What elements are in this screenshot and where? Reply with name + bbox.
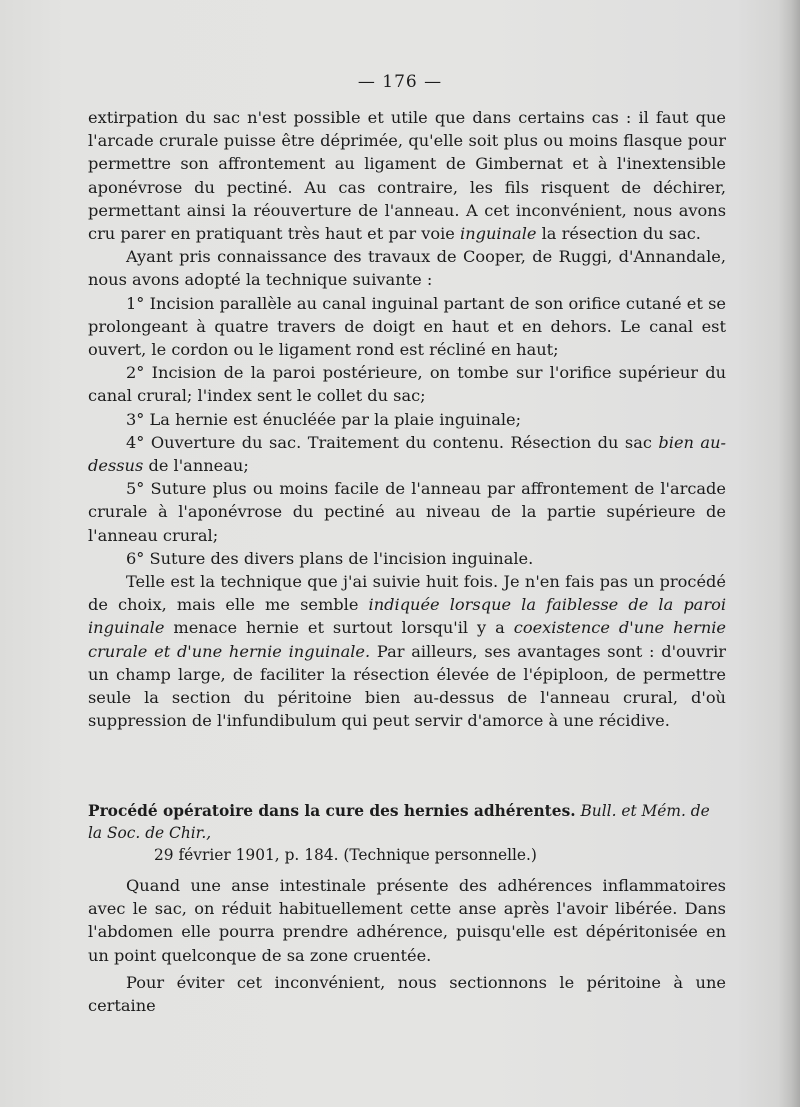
body-text-section-2	[88, 874, 726, 1017]
paragraph-prevention: Pour éviter cet inconvénient, nous sectionnons le péritoine à une certaine	[88, 972, 726, 1016]
step-6: 6° Suture des divers plans de l'incision inguinale.	[126, 548, 534, 568]
article-citation: 29 février 1901, p. 184. (Technique personnelle.)	[154, 846, 537, 864]
step-4: 4° Ouverture du sac. Traitement du contenu. Résection du sac bien au-dessus de l'anneau;	[88, 432, 726, 476]
page-edge-shadow	[778, 0, 800, 1107]
article-heading	[88, 800, 728, 866]
body-text-section-1	[88, 106, 726, 732]
step-5: 5° Suture plus ou moins facile de l'anneau par affrontement de l'arcade crurale à l'aponévrose du pectiné au niveau de la partie supérieure de l'anneau crural;	[88, 479, 726, 545]
article-journal: Bull. et Mém. de la Soc. de Chir.,	[88, 802, 710, 842]
paragraph-continuation: extirpation du sac n'est possible et utile que dans certains cas : il faut que l'arcade crurale puisse être déprimée, qu'elle soit plus ou moins flasque pour permettre son affrontement au ligament de Gimbernat et à l'inextensible aponévrose du pectiné. Au cas contraire, les fils risquent de déchirer, permettant ainsi la réouverture de l'anneau. A cet inconvénient, nous avons cru parer en pratiquant très haut et par voie inguinale la résection du sac.	[88, 108, 726, 244]
page-number: — 176 —	[357, 72, 443, 92]
step-2: 2° Incision de la paroi postérieure, on tombe sur l'orifice supérieur du canal crural; l'index sent le collet du sac;	[88, 363, 726, 406]
italic-inguinale: inguinale	[460, 224, 537, 244]
paragraph-technique-intro: Ayant pris connaissance des travaux de Cooper, de Ruggi, d'Annandale, nous avons adopté la technique suivante :	[88, 247, 726, 290]
article-title: Procédé opératoire dans la cure des hernies adhérentes.	[88, 802, 576, 820]
step-1: 1° Incision parallèle au canal inguinal partant de son orifice cutané et se prolongeant à quatre travers de doigt en haut et en dehors. Le canal est ouvert, le cordon ou le ligament rond est récliné en haut;	[88, 293, 726, 360]
step-3: 3° La hernie est énucléée par la plaie inguinale;	[126, 409, 522, 429]
paragraph-adhesions: Quand une anse intestinale présente des adhérences inflammatoires avec le sac, on réduit habituellement cette anse après l'avoir libérée. Dans l'abdomen elle pourra prendre adhérence, puisqu'elle est dépéritonisée en un point quelconque de sa zone cruentée.	[88, 876, 726, 965]
article-title-line	[88, 800, 728, 844]
paragraph-discussion: Telle est la technique que j'ai suivie huit fois. Je n'en fais pas un procédé de choix, mais elle me semble indiquée lorsque la faiblesse de la paroi inguinale menace hernie et surtout lorsqu'il y a coexistence d'une hernie crurale et d'une hernie inguinale. Par ailleurs, ses avantages sont : d'ouvrir un champ large, de faciliter la résection élevée de l'épiploon, de permettre seule la section du péritoine bien au-dessus de l'anneau crural, d'où suppression de l'infundibulum qui peut servir d'amorce à une récidive.	[88, 572, 727, 731]
